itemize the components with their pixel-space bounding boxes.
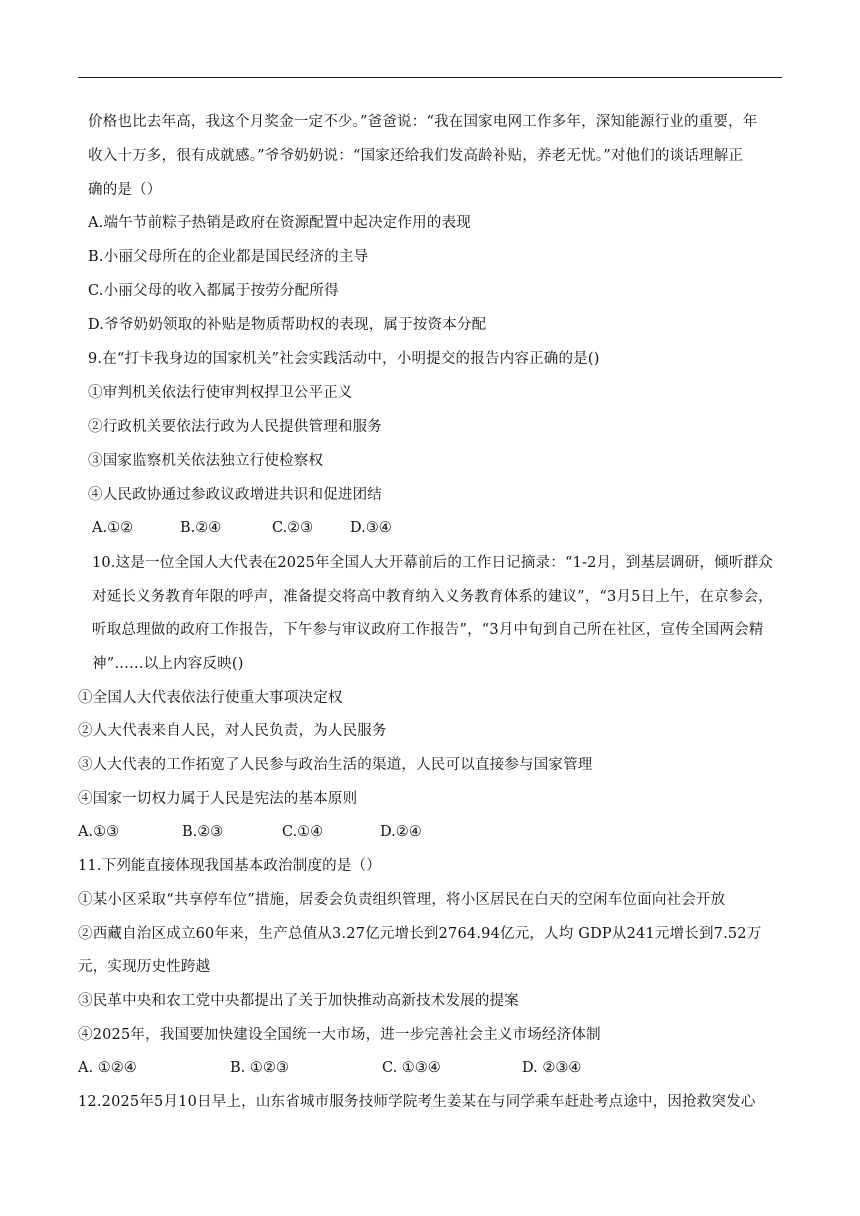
q11-item-1: ①某小区采取“共享停车位”措施，居委会负责组织管理，将小区居民在白天的空闲车位面向社会开放 [78,892,726,908]
q11-stem: 11.下列能直接体现我国基本政治制度的是（） [78,858,381,874]
q8-option-b: B.小丽父母所在的企业都是国民经济的主导 [88,249,369,265]
q9-choice-d: D.③④ [350,520,392,536]
q10-choice-a: A.①③ [78,824,120,840]
q11-choices [78,1058,581,1078]
q12-stem: 12.2025年5月10日早上，山东省城市服务技师学院考生姜某在与同学乘车赶赴考点途中，因抢救突发心 [78,1094,756,1110]
q9-item-4: ④人民政协通过参政议政增进共识和促进团结 [88,487,382,503]
q9-stem: 9.在“打卡我身边的国家机关”社会实践活动中，小明提交的报告内容正确的是() [88,351,600,367]
q10-choice-b: B.②③ [182,824,224,840]
q10-stem-line-2: 对延长义务教育年限的呼声，准备提交将高中教育纳入义务教育体系的建议”，“3月5日上午，在京参会， [92,589,773,605]
q10-item-2: ②人大代表来自人民，对人民负责，为人民服务 [78,723,387,739]
q8-stem-line-1: 价格也比去年高，我这个月奖金一定不少。”爸爸说：“我在国家电网工作多年，深知能源行业的重要，年 [88,114,758,130]
q8-stem-line-3: 确的是（） [88,182,162,198]
q11-item-2-line-2: 元，实现历史性跨越 [78,959,211,975]
q10-choices [78,822,422,842]
q9-item-1: ①审判机关依法行使审判权捍卫公平正义 [88,385,353,401]
q8-option-c: C.小丽父母的收入都属于按劳分配所得 [88,283,339,299]
q11-choice-a: A. ①②④ [78,1060,137,1076]
q9-item-2: ②行政机关要依法行政为人民提供管理和服务 [88,419,382,435]
q11-item-2-line-1: ②西藏自治区成立60年来，生产总值从3.27亿元增长到2764.94亿元，人均 GDP从241元增长到7.52万 [78,926,762,942]
q11-item-3: ③民革中央和农工党中央都提出了关于加快推动高新技术发展的提案 [78,993,519,1009]
q10-item-3: ③人大代表的工作拓宽了人民参与政治生活的渠道，人民可以直接参与国家管理 [78,757,593,773]
q9-item-3: ③国家监察机关依法独立行使检察权 [88,453,324,469]
q11-choice-c: C. ①③④ [382,1060,441,1076]
q10-item-1: ①全国人大代表依法行使重大事项决定权 [78,690,343,706]
q10-choice-c: C.①④ [282,824,324,840]
q9-choices [92,518,392,538]
q8-stem-line-2: 收入十万多，很有成就感。”爷爷奶奶说：“国家还给我们发高龄补贴，养老无忧。”对他们的谈话理解正 [88,148,744,164]
q11-item-4: ④2025年，我国要加快建设全国统一大市场，进一步完善社会主义市场经济体制 [78,1027,601,1043]
q10-item-4: ④国家一切权力属于人民是宪法的基本原则 [78,791,358,807]
header-rule [78,77,782,78]
q9-choice-a: A.①② [92,520,134,536]
q10-stem-line-3: 听取总理做的政府工作报告，下午参与审议政府工作报告”，“3月中旬到自己所在社区，宣传全国两会精 [92,622,764,638]
q9-choice-c: C.②③ [272,520,314,536]
q11-choice-b: B. ①②③ [230,1060,289,1076]
q10-stem-line-1: 10.这是一位全国人大代表在2025年全国人大开幕前后的工作日记摘录：“1-2月，到基层调研，倾听群众 [92,555,773,571]
q10-stem-line-4: 神”……以上内容反映() [92,656,244,672]
q8-option-d: D.爷爷奶奶领取的补贴是物质帮助权的表现，属于按资本分配 [88,317,487,333]
q9-choice-b: B.②④ [180,520,222,536]
q8-option-a: A.端午节前粽子热销是政府在资源配置中起决定作用的表现 [88,215,471,231]
q11-choice-d: D. ②③④ [522,1060,582,1076]
q10-choice-d: D.②④ [380,824,422,840]
